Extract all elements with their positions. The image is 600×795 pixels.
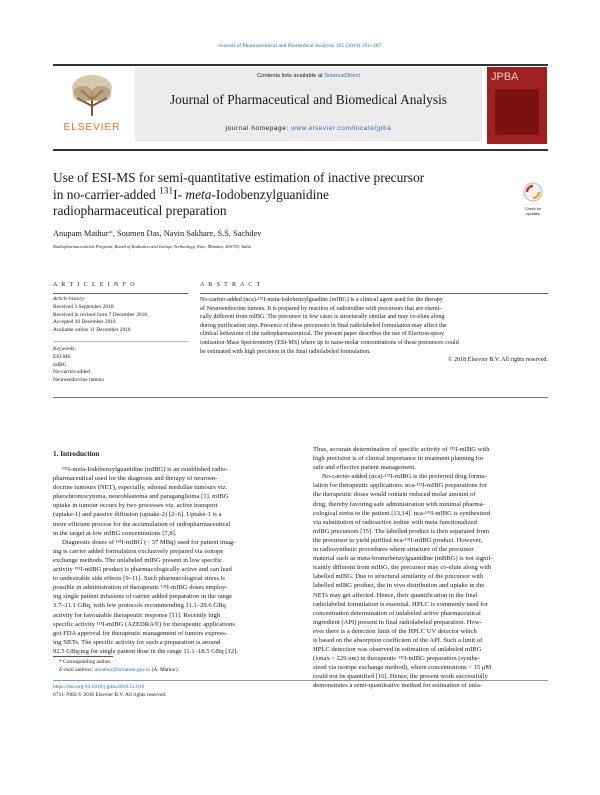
body-line: ing single patient infusions of carrier added preparation in the range xyxy=(53,593,233,601)
body-line: via substitution of radioactive iodine with meta functionalized xyxy=(313,518,477,526)
body-line: NETs may get affected. Hence, their quantification in the final xyxy=(313,591,478,599)
footer-rule xyxy=(53,680,548,681)
body-line: is based on the absorption coefficient of the API. Such a limit of xyxy=(313,636,483,644)
body-line: high precision is of clinical importance in treatment planning for xyxy=(313,455,484,463)
abstract-line: of Neuroendocrine tumors. It is prepared by reaction of radioiodine with precursors that are chemi- xyxy=(200,305,442,312)
body-line: 92.5 GBq/mg for single patient dose in the range 11.1–18.5 GBq [12]. xyxy=(53,647,238,655)
body-line: 3.7–11.1 GBq, with few protocols recommending 11.1–29.6 GBq xyxy=(53,602,226,610)
body-line: activity ¹³¹I-mIBG product is pharmacologically active and can lead xyxy=(53,566,232,574)
cover-label: JPBA xyxy=(491,71,519,83)
body-line: pheochromocytoma, neuroblastoma and paraganglioma [1]. mIBG xyxy=(53,493,229,501)
body-line: ing is carrier added formulation exclusively prepared via isotope xyxy=(53,547,224,555)
body-line: could not be quantified [16]. Hence, the present work successfully xyxy=(313,673,488,681)
keyword-item: No-carrier-added xyxy=(53,369,91,376)
email-link[interactable]: amathur@britatom.gov.in xyxy=(94,666,151,673)
body-line: Thus, accurate determination of specific activity of ¹³¹I-mIBG with xyxy=(313,446,490,453)
author-3[interactable]: Navin Sakhare xyxy=(163,229,214,238)
body-line: possible in administration of therapeutic ¹³¹I-mIBG doses employ- xyxy=(53,584,228,592)
body-line: ingredient (API) present in final radiolabeled preparation. How- xyxy=(313,618,482,626)
author-2[interactable]: Soumen Das xyxy=(116,229,160,238)
body-line: docrine tumours (NET), especially, adrenal medullae tumours viz. xyxy=(53,484,228,492)
cover-art xyxy=(495,89,539,135)
body-line: uptake in tumour occurs by two processes viz. active transport xyxy=(53,502,218,510)
body-line: ever there is a detection limit of the HPLC UV detector which xyxy=(313,627,477,635)
keyword-item: ESI-MS xyxy=(53,353,71,360)
info-rule xyxy=(53,293,188,294)
body-line: (λmax ~ 229 nm) in therapeutic ¹³¹I-mIBG preparation (synthe- xyxy=(313,655,480,663)
masthead-top-rule xyxy=(53,64,548,66)
front-matter-bottom-rule xyxy=(53,397,548,398)
check-for-updates-badge[interactable] xyxy=(520,182,546,216)
title-line-3: radiopharmaceutical preparation xyxy=(53,203,227,219)
title-line-1: Use of ESI-MS for semi-quantitative estimation of inactive precursor xyxy=(53,170,425,185)
history-received: Received 3 September 2018 xyxy=(53,303,114,310)
body-line: No-carrier-added (nca)-¹³¹I-mIBG is the preferred drug formu- xyxy=(322,473,487,481)
body-line: labelled mIBG product, the in vivo distribution and uptake in the xyxy=(313,582,485,590)
email-suffix: (A. Mathur). xyxy=(150,666,179,673)
body-line: sized via isotope exchange method), where concentrations < 15 μM xyxy=(313,664,492,672)
abstract-line: during purification step. Presence of these precursors in final radiolabeled formulation may affect the xyxy=(200,322,447,329)
body-line: ing NETs. The specific activity for such a preparation is around xyxy=(53,638,221,646)
abstract-line: No-carrier-added (nca)-¹³¹I-meta-Iodobenzylguadine (mIBG) is a clinical agent used for the therapy xyxy=(200,297,443,303)
body-line: Diagnostic doses of ¹³¹I-mIBG (< 37 MBq) used for patient imag- xyxy=(62,538,236,546)
title-part-b: I- xyxy=(173,186,186,202)
homepage-link[interactable]: www.elsevier.com/locate/jpba xyxy=(291,125,392,132)
abstract-line: cally different from mIBG. The precursor in few cases is structurally similar and may co-elute along xyxy=(200,314,445,321)
body-line: activity for favourable therapeutic response [11]. Recently high xyxy=(53,611,221,619)
masthead-bottom-rule xyxy=(53,149,548,151)
issn-line: 0731-7085/© 2018 Elsevier B.V. All rights reserved. xyxy=(53,692,167,698)
history-divider xyxy=(53,341,188,342)
homepage-line xyxy=(135,125,482,134)
body-line: (uptake-1) and passive diffusion (uptake-2) [2–6]. Uptake-1 is a xyxy=(53,511,222,519)
body-line: the precursor to yield purified nca-¹³¹I-mIBG product. However, xyxy=(313,536,483,544)
abstract-body xyxy=(200,296,548,365)
abstract-line: be estimated with high precision in the final radiolabeled formulation. xyxy=(200,348,371,355)
abstract-heading: A B S T R A C T xyxy=(200,282,262,288)
history-heading: Article history: xyxy=(53,296,86,302)
abstract-copyright: © 2018 Elsevier B.V. All rights reserved. xyxy=(447,357,548,364)
body-line: exchange methods. The unlabeled mIBG present in low specific xyxy=(53,556,222,564)
body-line: drug, thereby favoring safe administration with minimal pharma- xyxy=(313,500,485,508)
publisher-name: ELSEVIER xyxy=(63,122,121,133)
corresponding-mark[interactable]: * xyxy=(108,229,113,238)
body-line: in radiosynthetic procedures where structure of the precursor xyxy=(313,546,474,554)
history-accepted: Accepted 10 December 2018 xyxy=(53,319,116,326)
body-line: in the target at low mIBG concentrations [7,8]. xyxy=(53,529,177,537)
body-line: icantly different from mIBG, the precursor may co-elute along with xyxy=(313,564,492,572)
keywords xyxy=(53,346,193,385)
check-updates-label: Check for updates xyxy=(524,207,542,216)
sciencedirect-link[interactable]: ScienceDirect xyxy=(324,73,361,79)
elsevier-logo xyxy=(53,70,131,134)
body-line: mIBG precursors [15]. The labelled product is then separated from xyxy=(313,527,490,535)
journal-title: Journal of Pharmaceutical and Biomedical Analysis xyxy=(169,92,448,107)
abstract-line: clinical behaviour of the radiopharmaceutical. The present paper describes the use of Electron-spray xyxy=(200,331,445,338)
journal-cover xyxy=(487,67,547,144)
title-part-c: -Iodobenzylguanidine xyxy=(211,186,329,202)
body-line: the therapeutic doses would contain reduced molar amount of xyxy=(313,491,476,499)
homepage-prefix: journal homepage: xyxy=(225,125,292,132)
article-title xyxy=(53,170,473,220)
footnote-email-line xyxy=(53,667,313,675)
footnote-corresponding: * Corresponding author. xyxy=(59,659,112,665)
title-line-2 xyxy=(53,187,473,204)
body-line: material such as meta-bromobenzylguanidine (mBBG) is not signif- xyxy=(313,555,493,563)
section-heading-introduction: 1. Introduction xyxy=(53,450,100,458)
body-line: lation for therapeutic applications. nca-¹³¹I-mIBG preparations for xyxy=(313,482,487,490)
keyword-item: Neuroendocrine tumors xyxy=(53,377,105,384)
contents-prefix: Contents lists available at xyxy=(256,73,325,79)
authors-line: Anupam Mathur*, Soumen Das, Navin Sakhare, S.S. Sachdev xyxy=(53,229,262,238)
check-updates-icon xyxy=(520,182,546,202)
body-line: ¹³¹I-meta-Iodobenzylguanidine (mIBG) is an established radio- xyxy=(62,466,228,473)
body-line: cological stress to the patient [13,14]. nca-¹³¹I-mIBG is synthesized xyxy=(313,509,491,517)
body-line: HPLC detection was observed in estimation of unlabeled mIBG xyxy=(313,646,482,654)
title-sup: 131 xyxy=(159,186,174,197)
article-info-heading: A R T I C L E I N F O xyxy=(53,282,136,288)
intro-left-column xyxy=(53,465,296,656)
author-1[interactable]: Anupam Mathur xyxy=(53,229,109,238)
intro-right-column xyxy=(313,445,548,691)
affiliation: Radiopharmaceuticals Program, Board of Radiation and Isotope Technology, Navi, Mumbai, 400703, India xyxy=(53,244,252,249)
body-line: more efficient process for the accumulation of radiopharmaceutical xyxy=(53,520,231,528)
body-line: concentration determination of unlabeled active pharmaceutical xyxy=(313,609,481,617)
keywords-heading: Keywords: xyxy=(53,346,77,352)
abstract-rule xyxy=(200,293,548,294)
body-line: safe and effective patient management. xyxy=(313,464,416,472)
body-line: labelled mIBG. Due to structural similarity of the precursor with xyxy=(313,573,484,581)
footer xyxy=(53,683,353,699)
author-4[interactable]: S.S. Sachdev xyxy=(217,229,262,238)
keyword-item: mIBG xyxy=(53,361,67,368)
body-line: demonstrates a semi-quantitative method for estimation of unla- xyxy=(313,682,483,690)
doi-link[interactable]: https://doi.org/10.1016/j.jpba.2018.12.016 xyxy=(53,684,145,690)
article-history xyxy=(53,296,193,335)
footnote-rule xyxy=(53,656,113,657)
history-revised: Received in revised form 7 December 2018 xyxy=(53,311,148,318)
body-line: radiolabeled formulation is essential. HPLC is commonly used for xyxy=(313,600,488,608)
footnote xyxy=(53,659,313,674)
body-line: got FDA approval for therapeutic management of tumors express- xyxy=(53,629,227,637)
title-part-a: in no-carrier-added xyxy=(53,186,160,202)
body-line: to undesirable side effects [9–11]. Such pharmacological stress is xyxy=(53,575,225,583)
journal-citation: Journal of Pharmaceutical and Biomedical Analysis 165 (2019) 261–267 xyxy=(218,43,382,49)
email-label: E-mail address: xyxy=(59,666,95,673)
history-online: Available online 11 December 2018 xyxy=(53,327,131,334)
body-line: pharmaceutical used for the diagnosis and therapy of neuroen- xyxy=(53,475,218,483)
body-line: specific activity ¹³¹I-mIBG (AZEDRA®) for therapeutic applications xyxy=(53,620,235,628)
abstract-line: ionization-Mass Spectrometry (ESI-MS) where up to nano-molar concentrations of these precursors could xyxy=(200,339,459,346)
contents-line xyxy=(135,72,482,81)
title-italic: meta xyxy=(185,186,212,202)
